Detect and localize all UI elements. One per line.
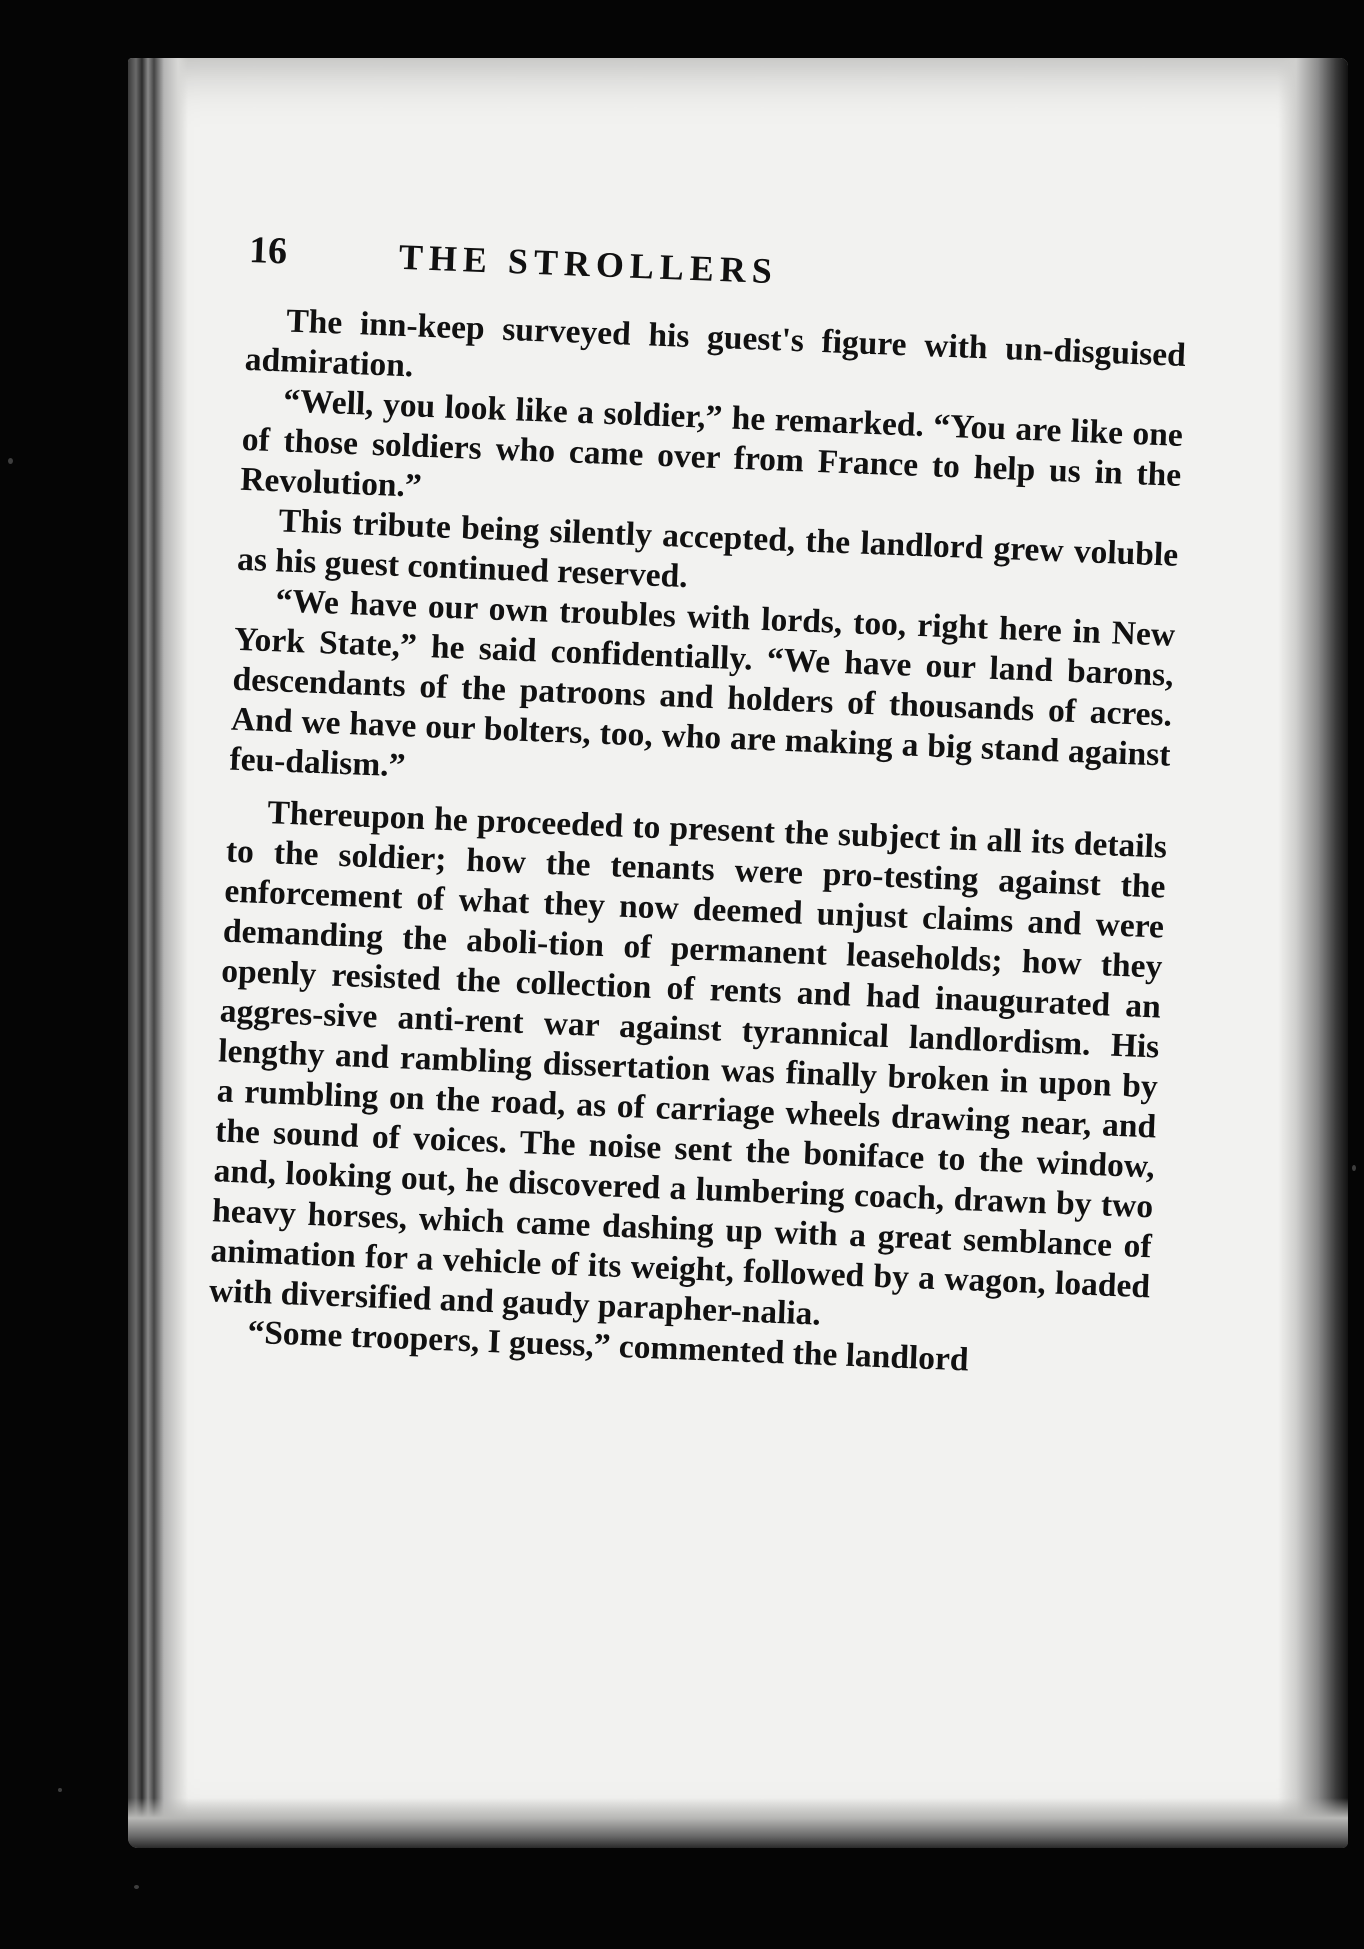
page-bottom-edge xyxy=(128,1798,1348,1848)
body-paragraph: “Well, you look like a soldier,” he remarked. “You are like one of those soldiers who came over from France to help us in the Revolution.” xyxy=(239,382,1184,505)
body-paragraph: Thereupon he proceeded to present the subject in all its details to the soldier; how the tenants were pro-testing against the enforcement of what they now deemed unjust claims and were demanding the aboli-tion of permanent leaseholds; how they openly resisted the collection of rents and had inaugurated an aggres-sive anti-rent war against tyrannical landlordism. His lengthy and rambling dissertation was finally broken in upon by a rumbling on the road, as of carriage wheels drawing near, and the sound of voices. The noise sent the boniface to the window, and, looking out, he discovered a lumbering coach, drawn by two heavy horses, which came dashing up with a great semblance of animation for a vehicle of its weight, followed by a wagon, loaded with diversified and gaudy parapher-nalia. xyxy=(208,794,1168,1333)
body-paragraph: The inn-keep surveyed his guest's figure with un-disguised admiration. xyxy=(244,302,1187,385)
scan-speck xyxy=(8,458,13,464)
scan-speck xyxy=(1352,1165,1356,1171)
running-title: THE STROLLERS xyxy=(398,236,779,292)
page-binding-edge xyxy=(128,58,188,1848)
page-text-block xyxy=(207,228,1189,1387)
page-right-edge xyxy=(1278,58,1348,1848)
scan-speck xyxy=(58,1788,62,1792)
body-paragraph: “Some troopers, I guess,” commented the landlord xyxy=(246,1313,970,1379)
scan-speck xyxy=(134,1885,139,1889)
body-paragraph: “We have our own troubles with lords, too, right here in New York State,” he said confidentially. “We have our land barons, descendants of the patroons and holders of thousands of acres. And we have our bolters, too, who are making a big stand against feu-dalism.” xyxy=(228,582,1176,785)
body-paragraph: This tribute being silently accepted, the landlord grew voluble as his guest continued reserved. xyxy=(236,502,1179,596)
page-number: 16 xyxy=(248,228,288,273)
